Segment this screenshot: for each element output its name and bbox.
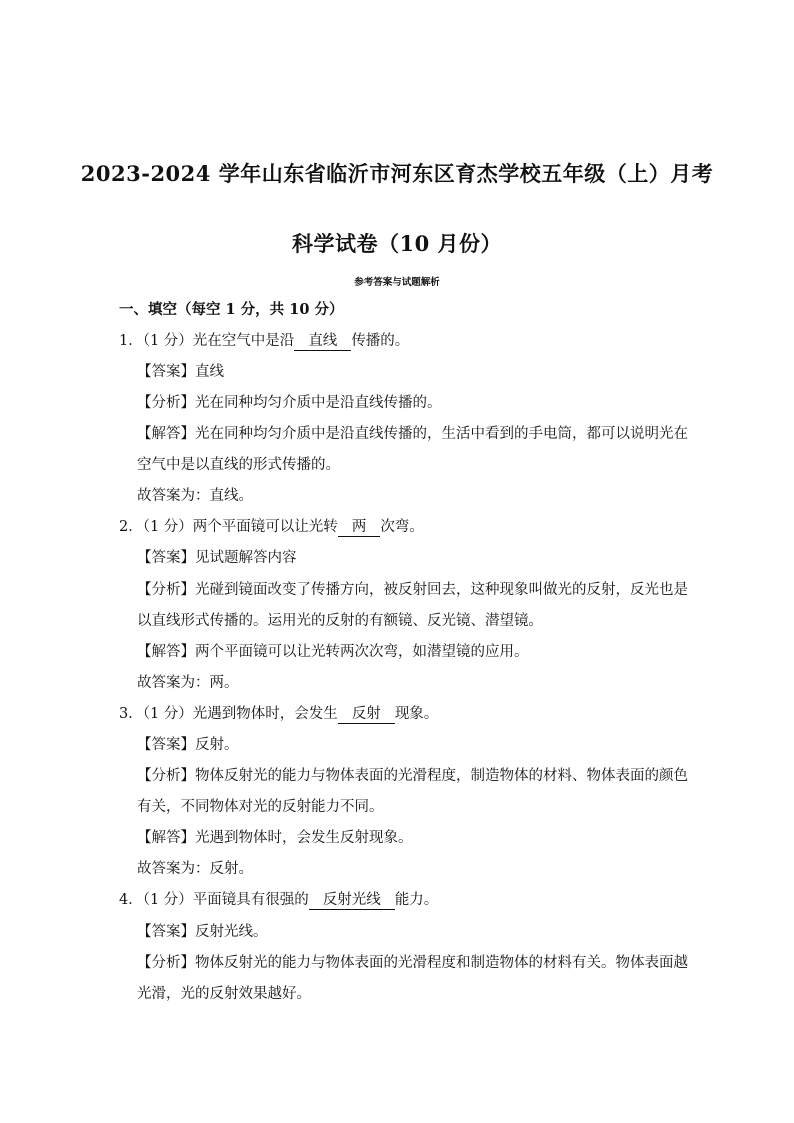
question-4-analysis-cont: 光滑，光的反射效果越好。 [137,986,311,1002]
question-3-analysis-cont: 有关，不同物体对光的反射能力不同。 [137,799,384,815]
document-title-line-2: 科学试卷（10 月份） [291,231,503,256]
question-stem-text: 2．（1 分）两个平面镜可以让光转 [119,519,338,535]
question-3-stem [119,704,438,724]
answer-blank: 反射光线 [309,892,395,910]
question-4-analysis: 【分析】物体反射光的能力与物体表面的光滑程度和制造物体的材料有关。物体表面越 [137,955,688,971]
question-1-final: 故答案为：直线。 [137,488,253,504]
answer-blank: 反射 [338,706,395,724]
question-1-solution-cont: 空气中是以直线的形式传播的。 [137,457,340,473]
question-4-stem [119,890,438,910]
answer-blank: 两 [338,519,381,537]
question-stem-text: 3．（1 分）光遇到物体时，会发生 [119,706,338,722]
document-title-line-1: 2023-2024 学年山东省临沂市河东区育杰学校五年级（上）月考 [80,161,714,186]
question-2-answer: 【答案】见试题解答内容 [137,550,297,566]
question-2-final: 故答案为：两。 [137,675,239,691]
question-1-analysis: 【分析】光在同种均匀介质中是沿直线传播的。 [137,395,442,411]
question-stem-text: 现象。 [394,706,439,722]
question-3-solution: 【解答】光遇到物体时，会发生反射现象。 [137,830,413,846]
question-stem-text: 能力。 [394,892,439,908]
question-1-stem [119,331,409,351]
question-4-answer: 【答案】反射光线。 [137,924,268,940]
question-stem-text: 1．（1 分）光在空气中是沿 [119,333,295,349]
question-stem-text: 4．（1 分）平面镜具有很强的 [119,892,309,908]
question-1-solution: 【解答】光在同种均匀介质中是沿直线传播的，生活中看到的手电筒，都可以说明光在 [137,426,688,442]
question-2-solution: 【解答】两个平面镜可以让光转两次次弯，如潜望镜的应用。 [137,644,529,660]
section-heading: 一、填空（每空 1 分，共 10 分） [119,301,344,318]
question-2-analysis: 【分析】光碰到镜面改变了传播方向，被反射回去，这种现象叫做光的反射，反光也是 [137,582,688,598]
question-stem-text: 次弯。 [380,519,424,535]
question-3-answer: 【答案】反射。 [137,737,239,753]
question-1-answer: 【答案】直线 [137,364,224,380]
document-subtitle: 参考答案与试题解析 [354,277,440,288]
question-2-analysis-cont: 以直线形式传播的。运用光的反射的有额镜、反光镜、潜望镜。 [137,613,543,629]
answer-blank: 直线 [294,333,351,351]
question-stem-text: 传播的。 [351,333,410,349]
question-3-final: 故答案为：反射。 [137,861,253,877]
question-2-stem [119,517,424,537]
question-3-analysis: 【分析】物体反射光的能力与物体表面的光滑程度，制造物体的材料、物体表面的颜色 [137,768,688,784]
